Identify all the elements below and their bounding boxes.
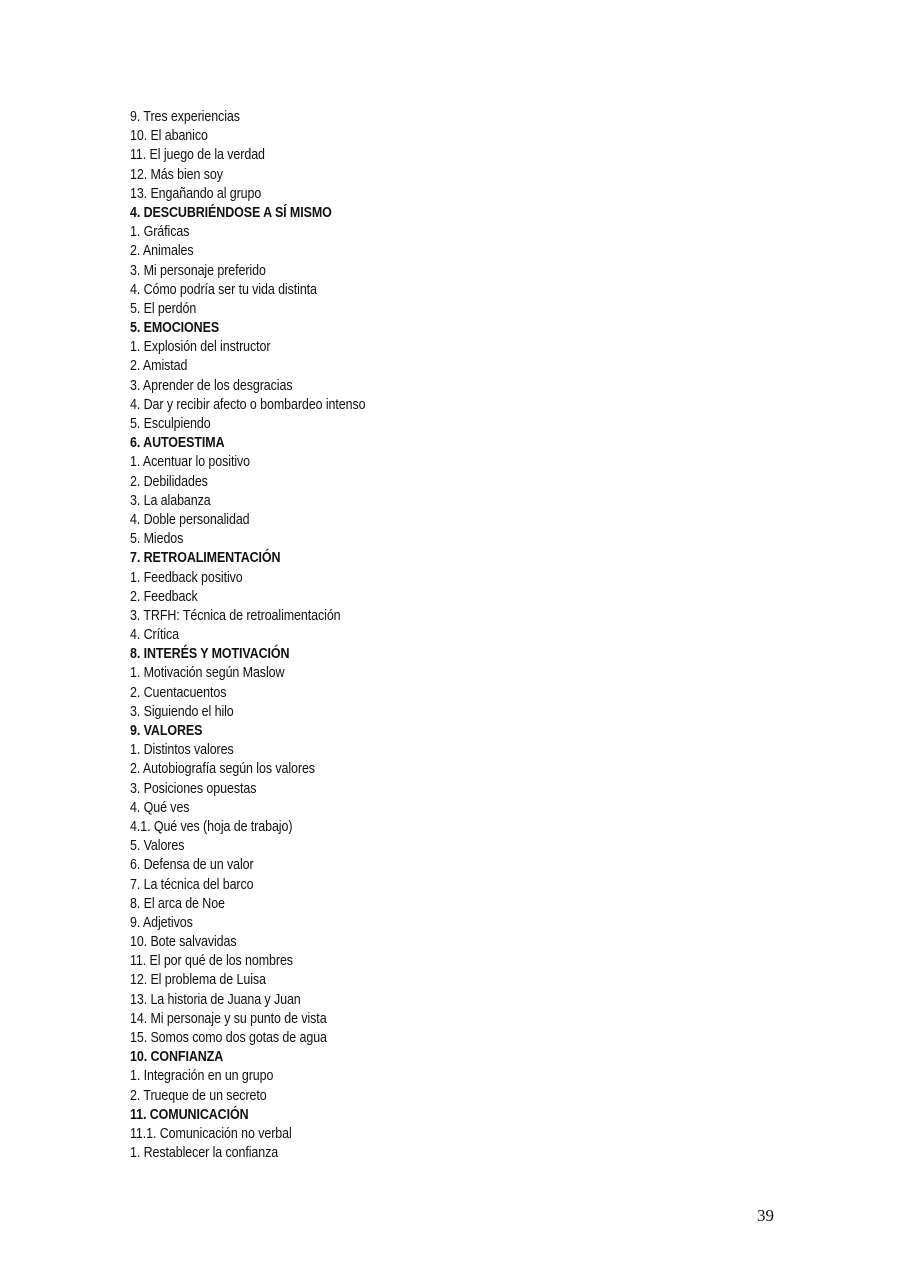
list-item: 1. Motivación según Maslow (130, 665, 285, 682)
list-item: 9. Tres experiencias (130, 109, 240, 125)
list-item: 2. Animales (130, 243, 194, 260)
list-item: 11.1. Comunicación no verbal (130, 1125, 292, 1142)
list-item: 4. Crítica (130, 627, 180, 644)
section-heading: 11. COMUNICACIÓN (130, 1106, 249, 1123)
list-item: 2. Cuentacuentos (130, 684, 227, 701)
list-item: 1. Explosión del instructor (130, 339, 271, 356)
list-item: 1. Restablecer la confianza (130, 1145, 279, 1162)
section-heading: 10. CONFIANZA (130, 1049, 224, 1066)
list-item: 11. El juego de la verdad (130, 147, 265, 164)
section-heading: 4. DESCUBRIÉNDOSE A SÍ MISMO (130, 204, 332, 221)
list-item: 3. Mi personaje preferido (130, 262, 266, 279)
list-item: 11. El por qué de los nombres (130, 953, 293, 970)
list-item: 4. Qué ves (130, 799, 190, 816)
list-item: 15. Somos como dos gotas de agua (130, 1030, 327, 1046)
list-item: 2. Feedback (130, 588, 198, 605)
section-heading: 7. RETROALIMENTACIÓN (130, 550, 281, 567)
list-item: 5. Miedos (130, 531, 184, 548)
list-item: 12. El problema de Luisa (130, 972, 266, 989)
list-item: 10. El abanico (130, 128, 208, 145)
list-item: 3. TRFH: Técnica de retroalimentación (130, 607, 341, 624)
list-item: 5. Valores (130, 838, 185, 855)
table-of-contents-list (130, 108, 404, 1163)
list-item: 12. Más bien soy (130, 166, 223, 183)
list-item: 3. La alabanza (130, 492, 211, 509)
list-item: 2. Debilidades (130, 473, 208, 490)
list-item: 13. Engañando al grupo (130, 185, 262, 202)
list-item: 2. Autobiografía según los valores (130, 761, 315, 778)
list-item: 1. Feedback positivo (130, 569, 243, 586)
list-item: 14. Mi personaje y su punto de vista (130, 1010, 327, 1027)
list-item: 1. Integración en un grupo (130, 1068, 274, 1085)
section-heading: 6. AUTOESTIMA (130, 435, 225, 452)
list-item: 3. Aprender de los desgracias (130, 377, 293, 394)
list-item: 13. La historia de Juana y Juan (130, 991, 301, 1008)
list-item: 3. Siguiendo el hilo (130, 703, 234, 720)
list-item: 5. El perdón (130, 300, 197, 317)
list-item: 6. Defensa de un valor (130, 857, 254, 874)
list-item: 3. Posiciones opuestas (130, 780, 257, 797)
list-item: 7. La técnica del barco (130, 876, 254, 893)
list-item: 1. Gráficas (130, 224, 190, 241)
list-item: 10. Bote salvavidas (130, 934, 237, 951)
list-item: 2. Trueque de un secreto (130, 1087, 267, 1104)
section-heading: 5. EMOCIONES (130, 320, 220, 337)
page-number: 39 (757, 1206, 774, 1225)
section-heading: 9. VALORES (130, 723, 203, 739)
list-item: 4. Dar y recibir afecto o bombardeo intenso (130, 396, 366, 413)
list-item: 8. El arca de Noe (130, 895, 225, 912)
list-item: 2. Amistad (130, 358, 188, 375)
list-item: 4.1. Qué ves (hoja de trabajo) (130, 818, 293, 835)
list-item: 4. Doble personalidad (130, 511, 250, 528)
list-item: 1. Acentuar lo positivo (130, 454, 251, 471)
list-item: 5. Esculpiendo (130, 416, 211, 432)
list-item: 4. Cómo podría ser tu vida distinta (130, 281, 317, 298)
section-heading: 8. INTERÉS Y MOTIVACIÓN (130, 646, 290, 663)
list-item: 9. Adjetivos (130, 914, 193, 931)
list-item: 1. Distintos valores (130, 742, 234, 759)
